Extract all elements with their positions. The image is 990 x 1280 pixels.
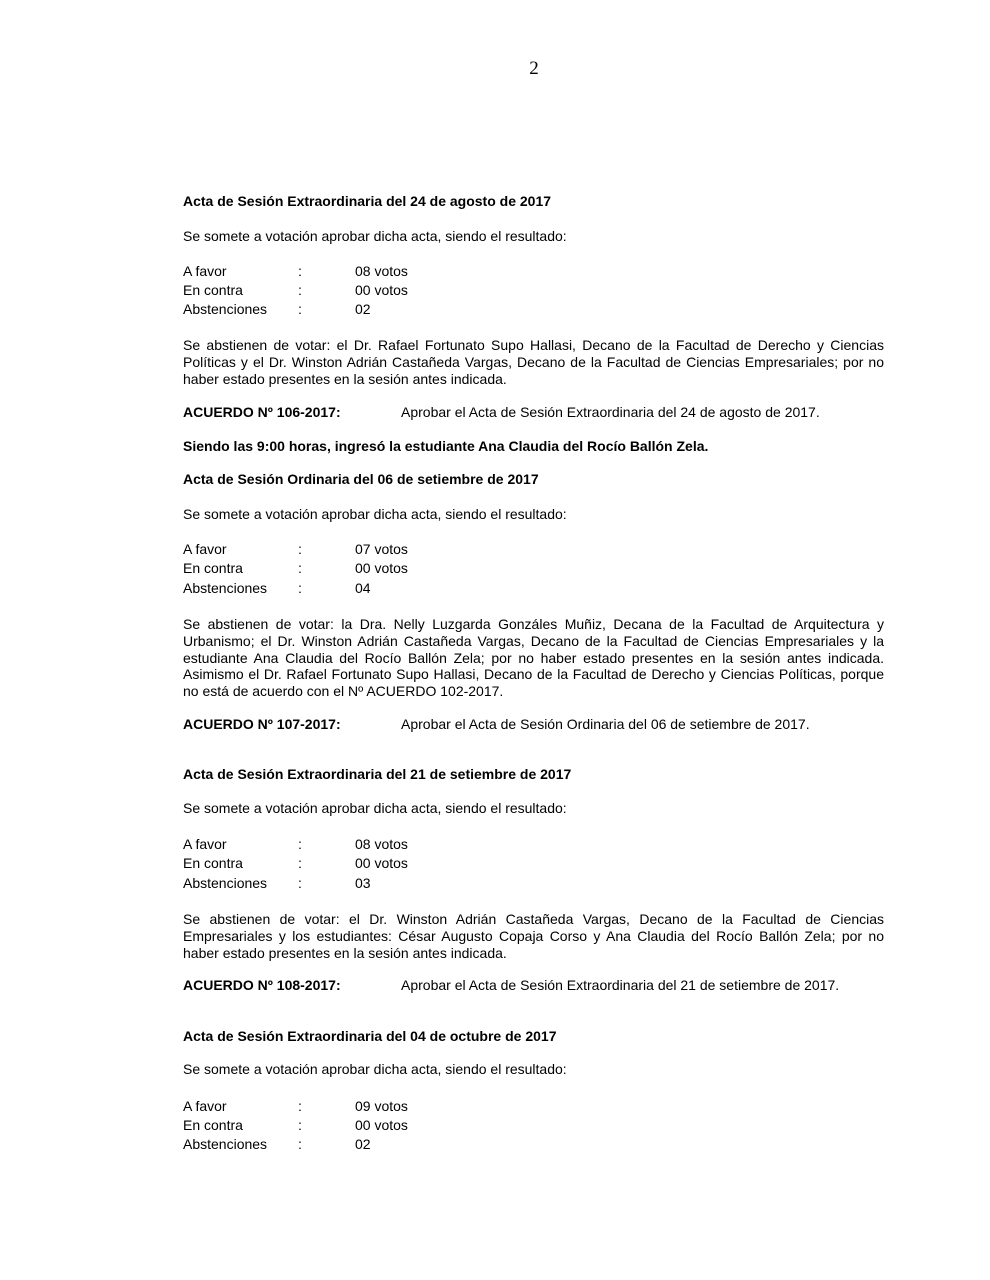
vote-row-contra: En contra : 00 votos [183,855,408,871]
vote-intro: Se somete a votación aprobar dicha acta, siendo el resultado: [183,1061,567,1077]
vote-row-contra: En contra : 00 votos [183,560,408,576]
vote-intro: Se somete a votación aprobar dicha acta, siendo el resultado: [183,800,567,816]
section-title: Acta de Sesión Extraordinaria del 24 de agosto de 2017 [183,193,552,209]
vote-row-favor: A favor : 08 votos [183,836,408,852]
vote-row-favor: A favor : 07 votos [183,541,408,557]
abstention-paragraph: Se abstienen de votar: el Dr. Winston Adrián Castañeda Vargas, Decano de la Facultad de Ciencias Empresariales y los estudiantes: César Augusto Copaja Corso y Ana Claudia del Rocío Ballón Zela; por no haber estado presentes en la sesión antes indicada. [183,911,884,961]
vote-row-abstenciones: Abstenciones : 02 [183,301,371,317]
entry-note: Siendo las 9:00 horas, ingresó la estudiante Ana Claudia del Rocío Ballón Zela. [183,438,709,454]
vote-intro: Se somete a votación aprobar dicha acta, siendo el resultado: [183,228,567,244]
vote-row-contra: En contra : 00 votos [183,1117,408,1133]
vote-row-abstenciones: Abstenciones : 03 [183,875,371,891]
page-number: 2 [529,58,539,79]
acuerdo-line: ACUERDO Nº 108-2017: Aprobar el Acta de Sesión Extraordinaria del 21 de setiembre de 2017. [183,977,840,993]
vote-row-contra: En contra : 00 votos [183,282,408,298]
vote-row-favor: A favor : 09 votos [183,1098,408,1114]
vote-intro: Se somete a votación aprobar dicha acta, siendo el resultado: [183,506,567,522]
vote-row-abstenciones: Abstenciones : 04 [183,580,371,596]
section-title: Acta de Sesión Ordinaria del 06 de setiembre de 2017 [183,471,539,487]
section-title: Acta de Sesión Extraordinaria del 04 de octubre de 2017 [183,1028,557,1044]
abstention-paragraph: Se abstienen de votar: la Dra. Nelly Luzgarda Gonzáles Muñiz, Decana de la Facultad de Arquitectura y Urbanismo; el Dr. Winston Adrián Castañeda Vargas, Decano de la Facultad de Ciencias Empresariales y la estudiante Ana Claudia del Rocío Ballón Zela; por no haber estado presentes en la sesión antes indicada. Asimismo el Dr. Rafael Fortunato Supo Hallasi, Decano de la Facultad de Derecho y Ciencias Políticas, porque no está de acuerdo con el Nº ACUERDO 102-2017. [183,616,884,700]
vote-row-abstenciones: Abstenciones : 02 [183,1136,371,1152]
acuerdo-line: ACUERDO Nº 107-2017: Aprobar el Acta de Sesión Ordinaria del 06 de setiembre de 2017. [183,716,810,732]
vote-row-favor: A favor : 08 votos [183,263,408,279]
acuerdo-line: ACUERDO Nº 106-2017: Aprobar el Acta de Sesión Extraordinaria del 24 de agosto de 2017. [183,404,820,420]
abstention-paragraph: Se abstienen de votar: el Dr. Rafael Fortunato Supo Hallasi, Decano de la Facultad de Derecho y Ciencias Políticas y el Dr. Winston Adrián Castañeda Vargas, Decano de la Facultad de Ciencias Empresariales; por no haber estado presentes en la sesión antes indicada. [183,337,884,387]
section-title: Acta de Sesión Extraordinaria del 21 de setiembre de 2017 [183,766,572,782]
